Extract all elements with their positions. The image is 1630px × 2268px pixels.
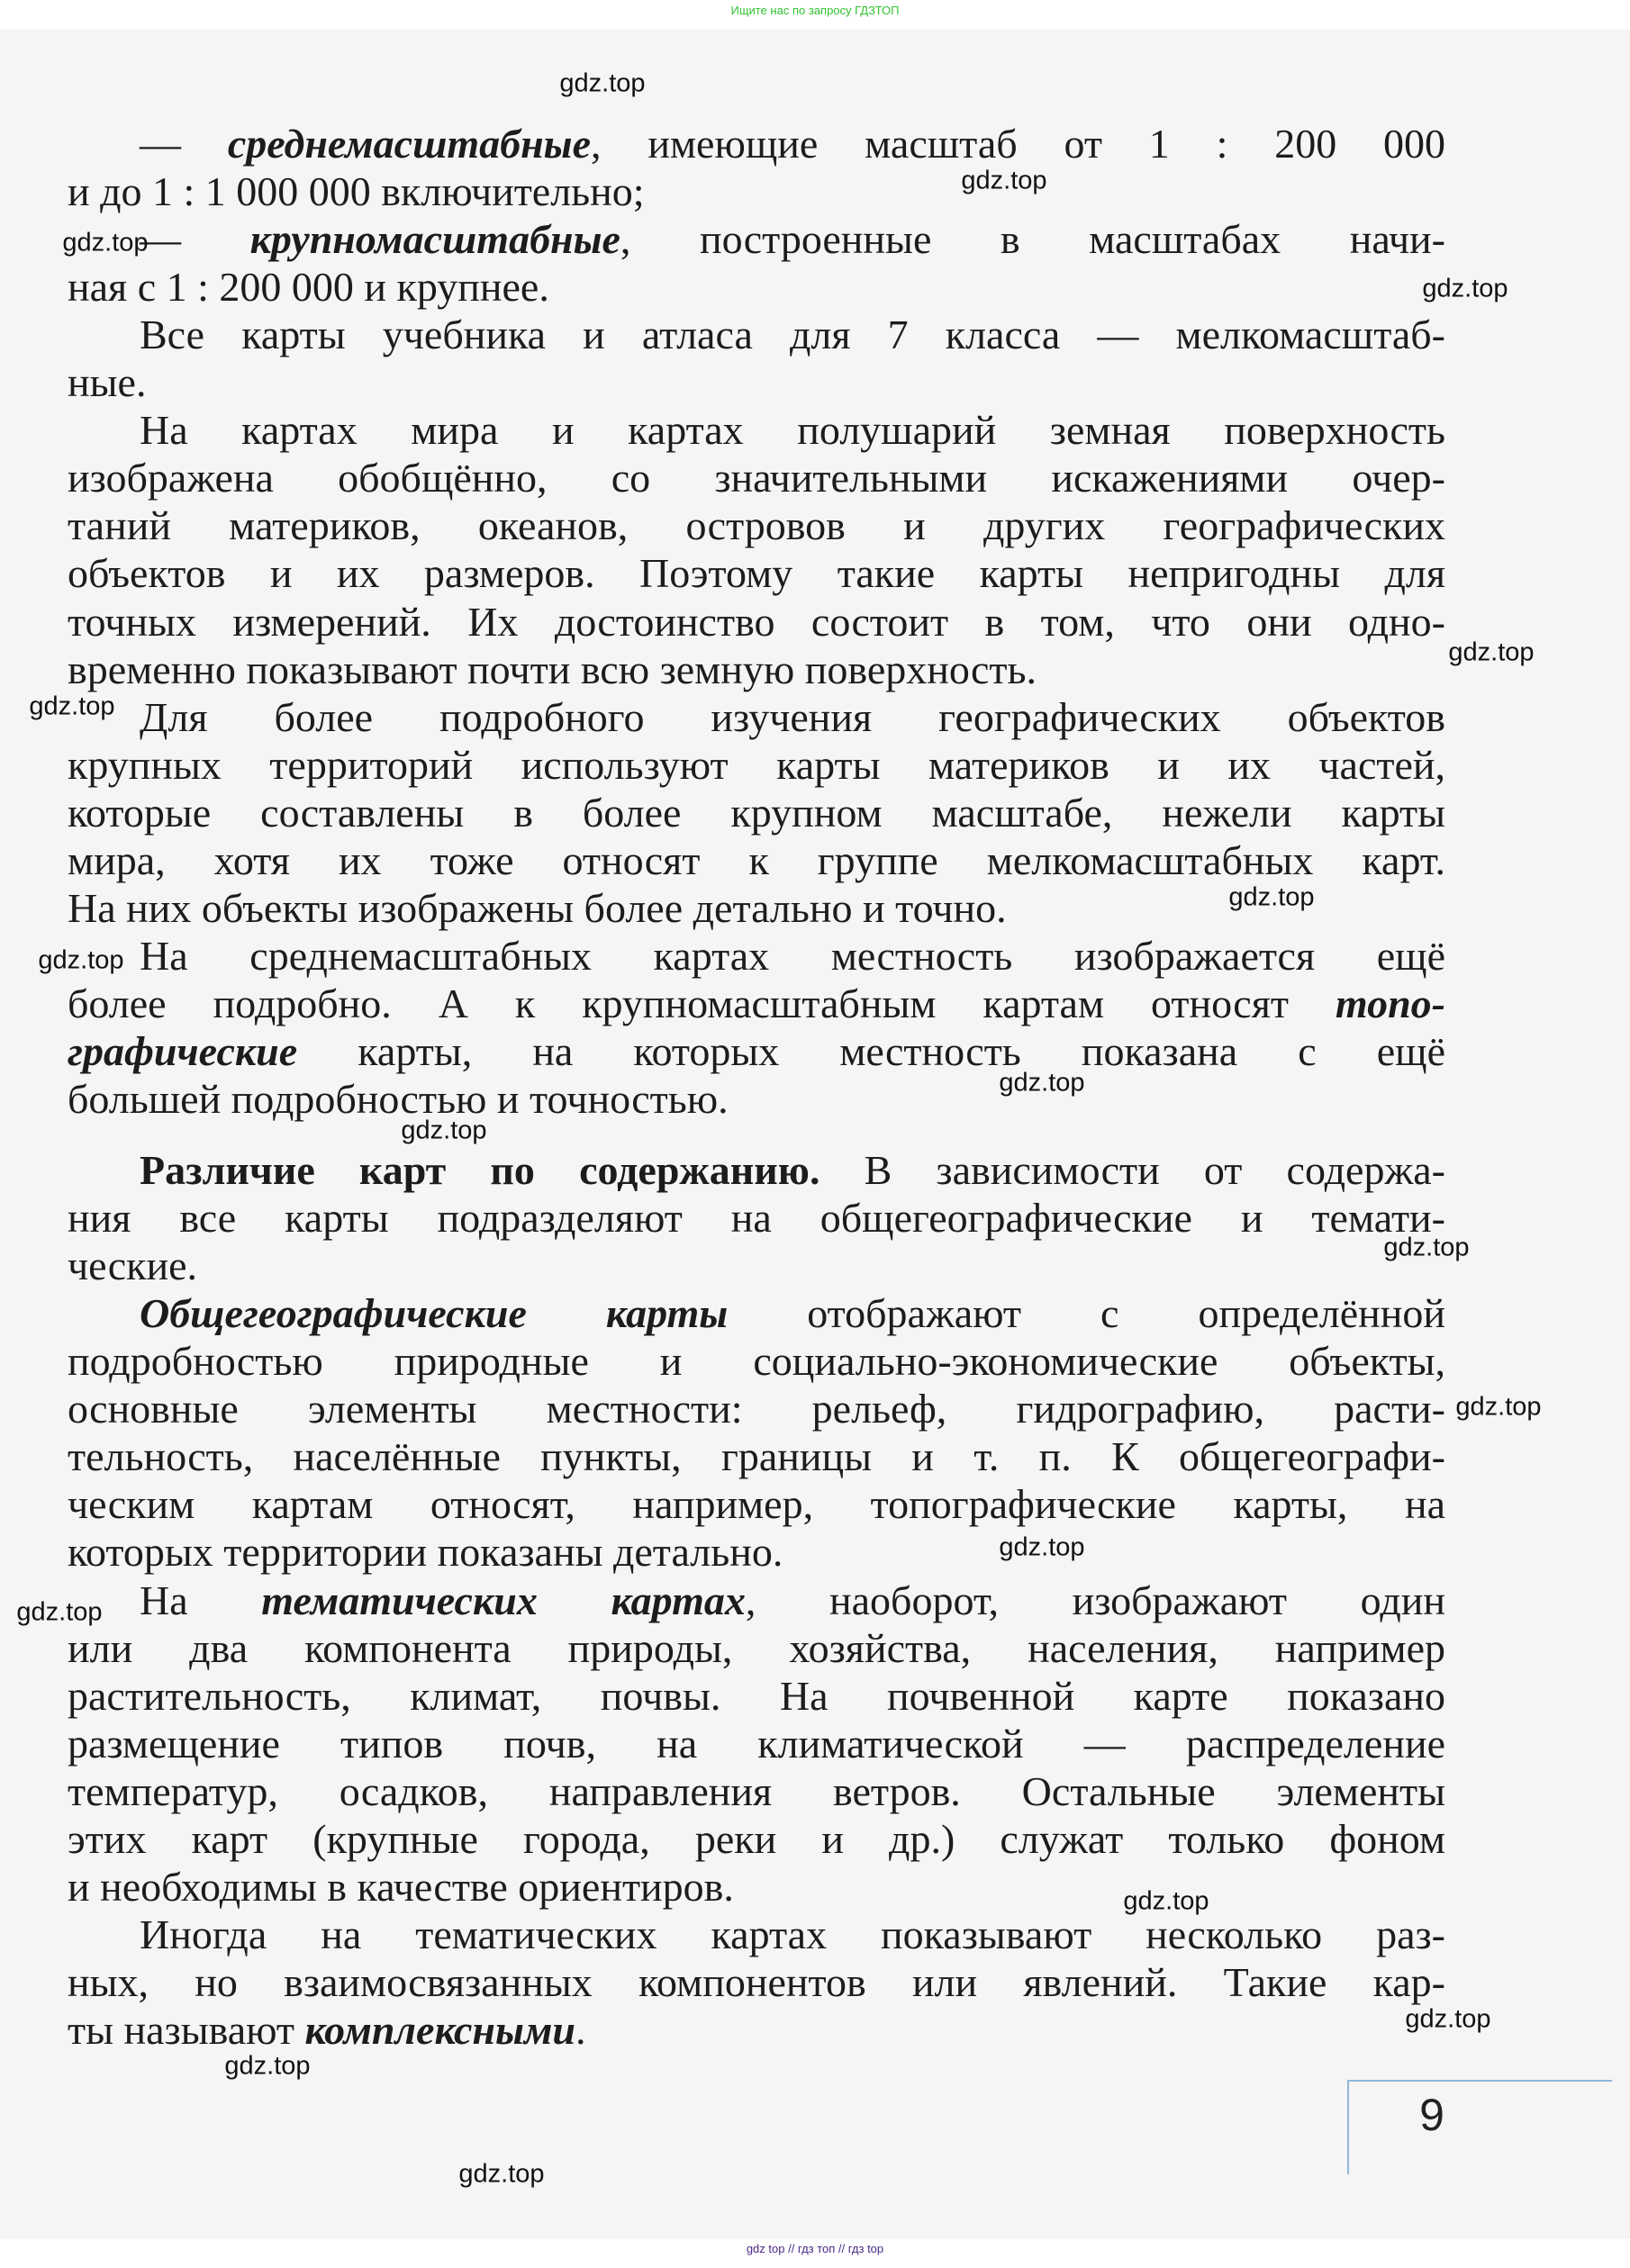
watermark-text: gdz.top (16, 1597, 103, 1627)
text-segment: большей подробностью и точностью. (68, 1076, 729, 1122)
text-segment: ные. (68, 359, 147, 406)
text-segment: , имеющие масштаб от 1 : 200 000 (591, 121, 1446, 167)
text-segment: тельность, населённые пункты, границы и т. п. К общегеографи- (68, 1433, 1445, 1480)
text-line (68, 1432, 1445, 1480)
text-line (68, 358, 1445, 406)
text-line (68, 1480, 1445, 1528)
text-segment: подробностью природные и социально-экономические объекты, (68, 1338, 1445, 1385)
text-line (68, 741, 1445, 789)
text-segment: , построенные в масштабах начи- (620, 216, 1445, 263)
watermark-text: gdz.top (1123, 1886, 1209, 1916)
text-segment: которые составлены в более крупном масштабе, нежели карты (68, 789, 1445, 836)
text-line (68, 1624, 1445, 1672)
emphasized-term: крупномасштабные (249, 216, 620, 263)
page-number: 9 (1419, 2090, 1444, 2140)
text-segment: На (140, 1577, 262, 1623)
text-segment: этих карт (крупные города, реки и др.) служат только фоном (68, 1815, 1445, 1862)
text-line (68, 1075, 1445, 1123)
footer-links[interactable]: gdz top // гдз топ // гдз top (746, 2242, 884, 2255)
watermark-text: gdz.top (224, 2051, 311, 2081)
text-segment: На картах мира и картах полушарий земная поверхность (140, 407, 1445, 454)
text-line (68, 1863, 1445, 1911)
text-line (68, 1242, 1445, 1289)
text-line (140, 406, 1445, 454)
text-line (140, 1577, 1445, 1624)
text-line (68, 980, 1445, 1027)
text-line (68, 1337, 1445, 1385)
text-segment: . (575, 2006, 586, 2053)
text-line (68, 1385, 1445, 1432)
page-number-frame-top (1347, 2080, 1612, 2082)
text-segment: объектов и их размеров. Поэтому такие карты непригодны для (68, 550, 1445, 597)
text-line (140, 693, 1445, 741)
emphasized-term: комплексными (304, 2006, 575, 2053)
text-segment: отображают с определённой (728, 1290, 1445, 1337)
text-line (68, 549, 1445, 597)
text-segment: — (140, 121, 228, 167)
text-segment: Для более подробного изучения географических объектов (140, 693, 1445, 740)
text-line (140, 120, 1445, 167)
text-segment: таний материков, океанов, островов и других географических (68, 502, 1445, 549)
text-segment: ческие. (68, 1242, 197, 1289)
text-line (68, 454, 1445, 501)
text-line (68, 2006, 1445, 2054)
text-segment: В зависимости от содержа- (820, 1147, 1445, 1194)
watermark-text: gdz.top (961, 166, 1047, 195)
watermark-text: gdz.top (999, 1532, 1085, 1562)
text-segment: мира, хотя их тоже относят к группе мелкомасштабных карт. (68, 836, 1445, 883)
text-segment: Все карты учебника и атласа для 7 класса — мелкомасштаб- (140, 312, 1445, 358)
text-segment: растительность, климат, почвы. На почвенной карте показано (68, 1672, 1445, 1719)
text-segment: ческим картам относят, например, топографические карты, на (68, 1481, 1445, 1528)
text-line (140, 1289, 1445, 1337)
text-segment: основные элементы местности: рельеф, гидрографию, расти- (68, 1386, 1445, 1432)
emphasized-term: топо- (1335, 980, 1445, 1026)
text-line (68, 1720, 1445, 1767)
text-segment: , наоборот, изображают один (745, 1577, 1445, 1623)
text-line (140, 1911, 1445, 1958)
text-segment: карты, на которых местность показана с ещё (297, 1027, 1445, 1074)
text-segment: ных, но взаимосвязанных компонентов или явлений. Такие кар- (68, 1958, 1445, 2005)
watermark-text: gdz.top (38, 945, 124, 975)
text-line (68, 836, 1445, 884)
watermark-text: gdz.top (999, 1068, 1085, 1098)
text-line (140, 311, 1445, 358)
text-segment: временно показывают почти всю земную поверхность. (68, 646, 1037, 692)
text-line (68, 1528, 1445, 1576)
watermark-text: gdz.top (29, 691, 115, 721)
text-segment: или два компонента природы, хозяйства, населения, например (68, 1624, 1445, 1671)
emphasized-term: графические (68, 1027, 298, 1074)
watermark-text: gdz.top (1228, 882, 1315, 912)
text-line (140, 215, 1445, 263)
text-line (140, 932, 1445, 980)
text-segment: и до 1 : 1 000 000 включительно; (68, 168, 645, 215)
emphasized-term: Различие карт по содержанию. (140, 1147, 820, 1194)
emphasized-term: среднемасштабные (227, 121, 592, 167)
text-line (68, 1027, 1445, 1075)
watermark-text: gdz.top (62, 228, 149, 258)
text-segment: — (140, 216, 250, 263)
emphasized-term: Общегеографические карты (140, 1290, 729, 1337)
page-number-frame-left (1347, 2080, 1349, 2174)
text-segment: На них объекты изображены более детально и точно. (68, 884, 1007, 931)
text-segment: Иногда на тематических картах показывают несколько раз- (140, 1911, 1445, 1957)
text-line (68, 1194, 1445, 1242)
text-segment: ты называют (68, 2006, 305, 2053)
watermark-text: gdz.top (559, 68, 646, 98)
text-line (68, 1672, 1445, 1720)
watermark-text: gdz.top (1405, 2004, 1491, 2034)
text-segment: изображена обобщённо, со значительными искажениями очер- (68, 455, 1445, 501)
text-segment: ния все карты подразделяют на общегеографические и темати- (68, 1195, 1445, 1242)
text-line (68, 598, 1445, 646)
watermark-text: gdz.top (458, 2159, 545, 2189)
watermark-text: gdz.top (1383, 1233, 1470, 1262)
text-line (68, 789, 1445, 836)
text-line (68, 1815, 1445, 1863)
emphasized-term: тематических картах (261, 1577, 746, 1623)
text-line (68, 501, 1445, 549)
text-line (68, 263, 1445, 311)
search-banner[interactable]: Ищите нас по запросу ГДЗТОП (730, 4, 900, 17)
text-line (140, 1146, 1445, 1194)
text-line (68, 646, 1445, 693)
watermark-text: gdz.top (1448, 637, 1535, 667)
watermark-text: gdz.top (1422, 274, 1508, 303)
text-segment: ная с 1 : 200 000 и крупнее. (68, 264, 549, 311)
watermark-text: gdz.top (401, 1116, 487, 1145)
text-segment: точных измерений. Их достоинство состоит в том, что они одно- (68, 598, 1445, 645)
text-segment: температур, осадков, направления ветров. Остальные элементы (68, 1767, 1445, 1814)
text-line (68, 1767, 1445, 1815)
text-segment: размещение типов почв, на климатической — распределение (68, 1720, 1445, 1767)
text-segment: более подробно. А к крупномасштабным картам относят (68, 980, 1336, 1026)
text-segment: На среднемасштабных картах местность изображается ещё (140, 932, 1445, 979)
watermark-text: gdz.top (1455, 1392, 1542, 1422)
text-segment: которых территории показаны детально. (68, 1529, 783, 1576)
text-segment: и необходимы в качестве ориентиров. (68, 1863, 734, 1910)
text-line (68, 1958, 1445, 2006)
text-segment: крупных территорий используют карты материков и их частей, (68, 741, 1445, 788)
text-line (68, 167, 1445, 215)
